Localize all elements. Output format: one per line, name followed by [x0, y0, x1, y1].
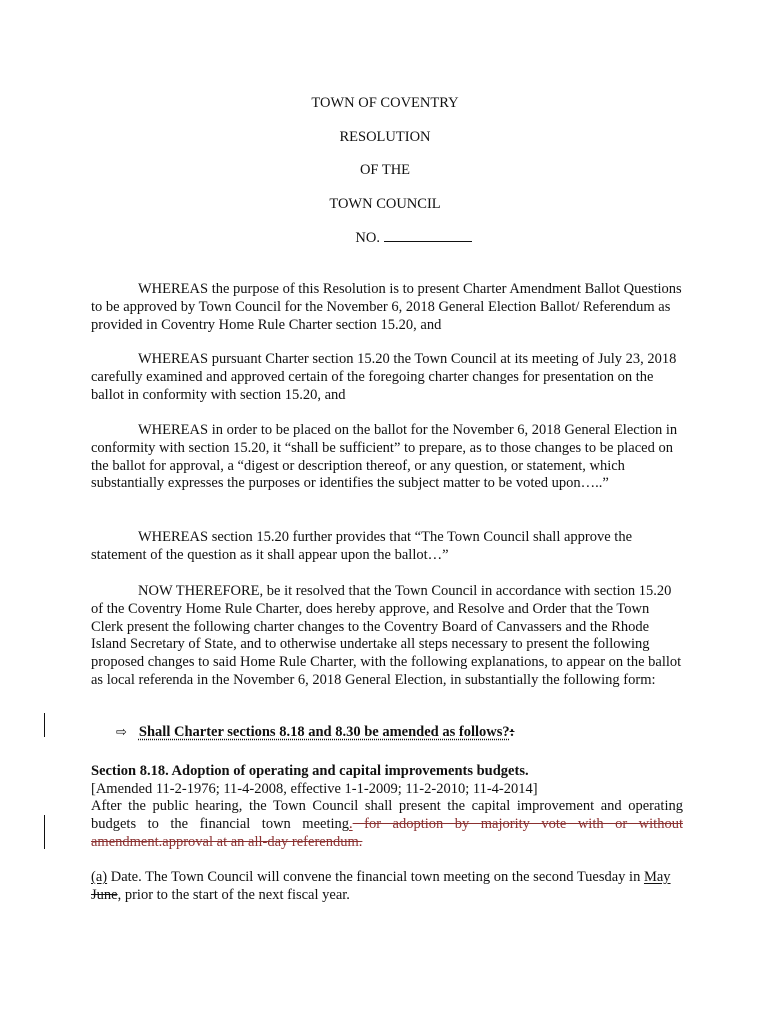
deleted-month: June: [91, 886, 118, 903]
number-label: NO.: [355, 230, 380, 246]
ballot-question: [116, 724, 514, 741]
inserted-text: .: [349, 815, 353, 832]
section-date-paragraph: [91, 869, 683, 905]
inserted-month: May: [643, 869, 671, 885]
whereas-paragraph-3: WHEREAS in order to be placed on the ballot for the November 6, 2018 General Election in conformity with section 15.20, it “shall be sufficient” to prepare, as to those changes to be placed on the ballot for approval, a “digest or description thereof, or any question, or statement, which substantially expresses the purposes or identifies the subject matter to be voted upon…..”: [91, 422, 678, 492]
of-the-title: OF THE: [359, 162, 411, 178]
arrow-icon: ⇨: [116, 725, 127, 740]
subsection-label: (a): [91, 869, 108, 885]
date-text: Date. The Town Council will convene the financial town meeting on the second Tuesday in: [107, 869, 644, 885]
deleted-text: approval at an all-day referendum.: [162, 833, 363, 850]
town-council-title: TOWN COUNCIL: [329, 196, 441, 212]
town-title: TOWN OF COVENTRY: [311, 95, 459, 111]
whereas-paragraph-2: WHEREAS pursuant Charter section 15.20 the Town Council at its meeting of July 23, 2018 carefully examined and approved certain of the foregoing charter changes for presentation on the ballot in conformity with section 15.20, and: [91, 351, 677, 403]
now-therefore-paragraph: NOW THEREFORE, be it resolved that the Town Council in accordance with section 15.20 of the Coventry Home Rule Charter, does hereby approve, and Resolve and Order that the Town Clerk present the following charter changes to the Coventry Board of Canvassers and the Rhode Island Secretary of State, and to otherwise undertake all steps necessary to present the following proposed changes to said Home Rule Charter, with the following explanations, to appear on the ballot as local referenda in the November 6, 2018 General Election, in substantially the following form:: [91, 583, 682, 688]
section-title: Section 8.18. Adoption of operating and capital improvements budgets.: [91, 763, 529, 779]
resolution-number: [0, 229, 770, 247]
deleted-text: for adoption by majority vote with or without amendment.: [91, 815, 683, 850]
whereas-paragraph-1: WHEREAS the purpose of this Resolution is to present Charter Amendment Ballot Questions to be approved by Town Council for the November 6, 2018 General Election Ballot/ Referendum as provided in Coventry Home Rule Charter section 15.20, and: [91, 281, 682, 333]
number-blank-line: [384, 229, 472, 242]
whereas-paragraph-4: WHEREAS section 15.20 further provides that “The Town Council shall approve the statement of the question as it shall appear upon the ballot…”: [91, 529, 633, 563]
section-body-text: After the public hearing, the Town Council shall present the capital improvement and operating budgets to the financial town meeting: [91, 798, 683, 832]
section-body: [91, 798, 683, 851]
section-amendment-history: [Amended 11-2-1976; 11-4-2008, effective 1-1-2009; 11-2-2010; 11-4-2014]: [91, 781, 538, 797]
change-bar: [44, 815, 45, 849]
date-text-end: , prior to the start of the next fiscal year.: [117, 886, 350, 903]
question-inserted-mark: ?: [502, 724, 510, 740]
question-deleted-mark: :: [509, 724, 515, 740]
question-text: Shall Charter sections 8.18 and 8.30 be amended as follows: [138, 724, 503, 740]
resolution-title: RESOLUTION: [339, 129, 431, 145]
change-bar: [44, 713, 45, 737]
